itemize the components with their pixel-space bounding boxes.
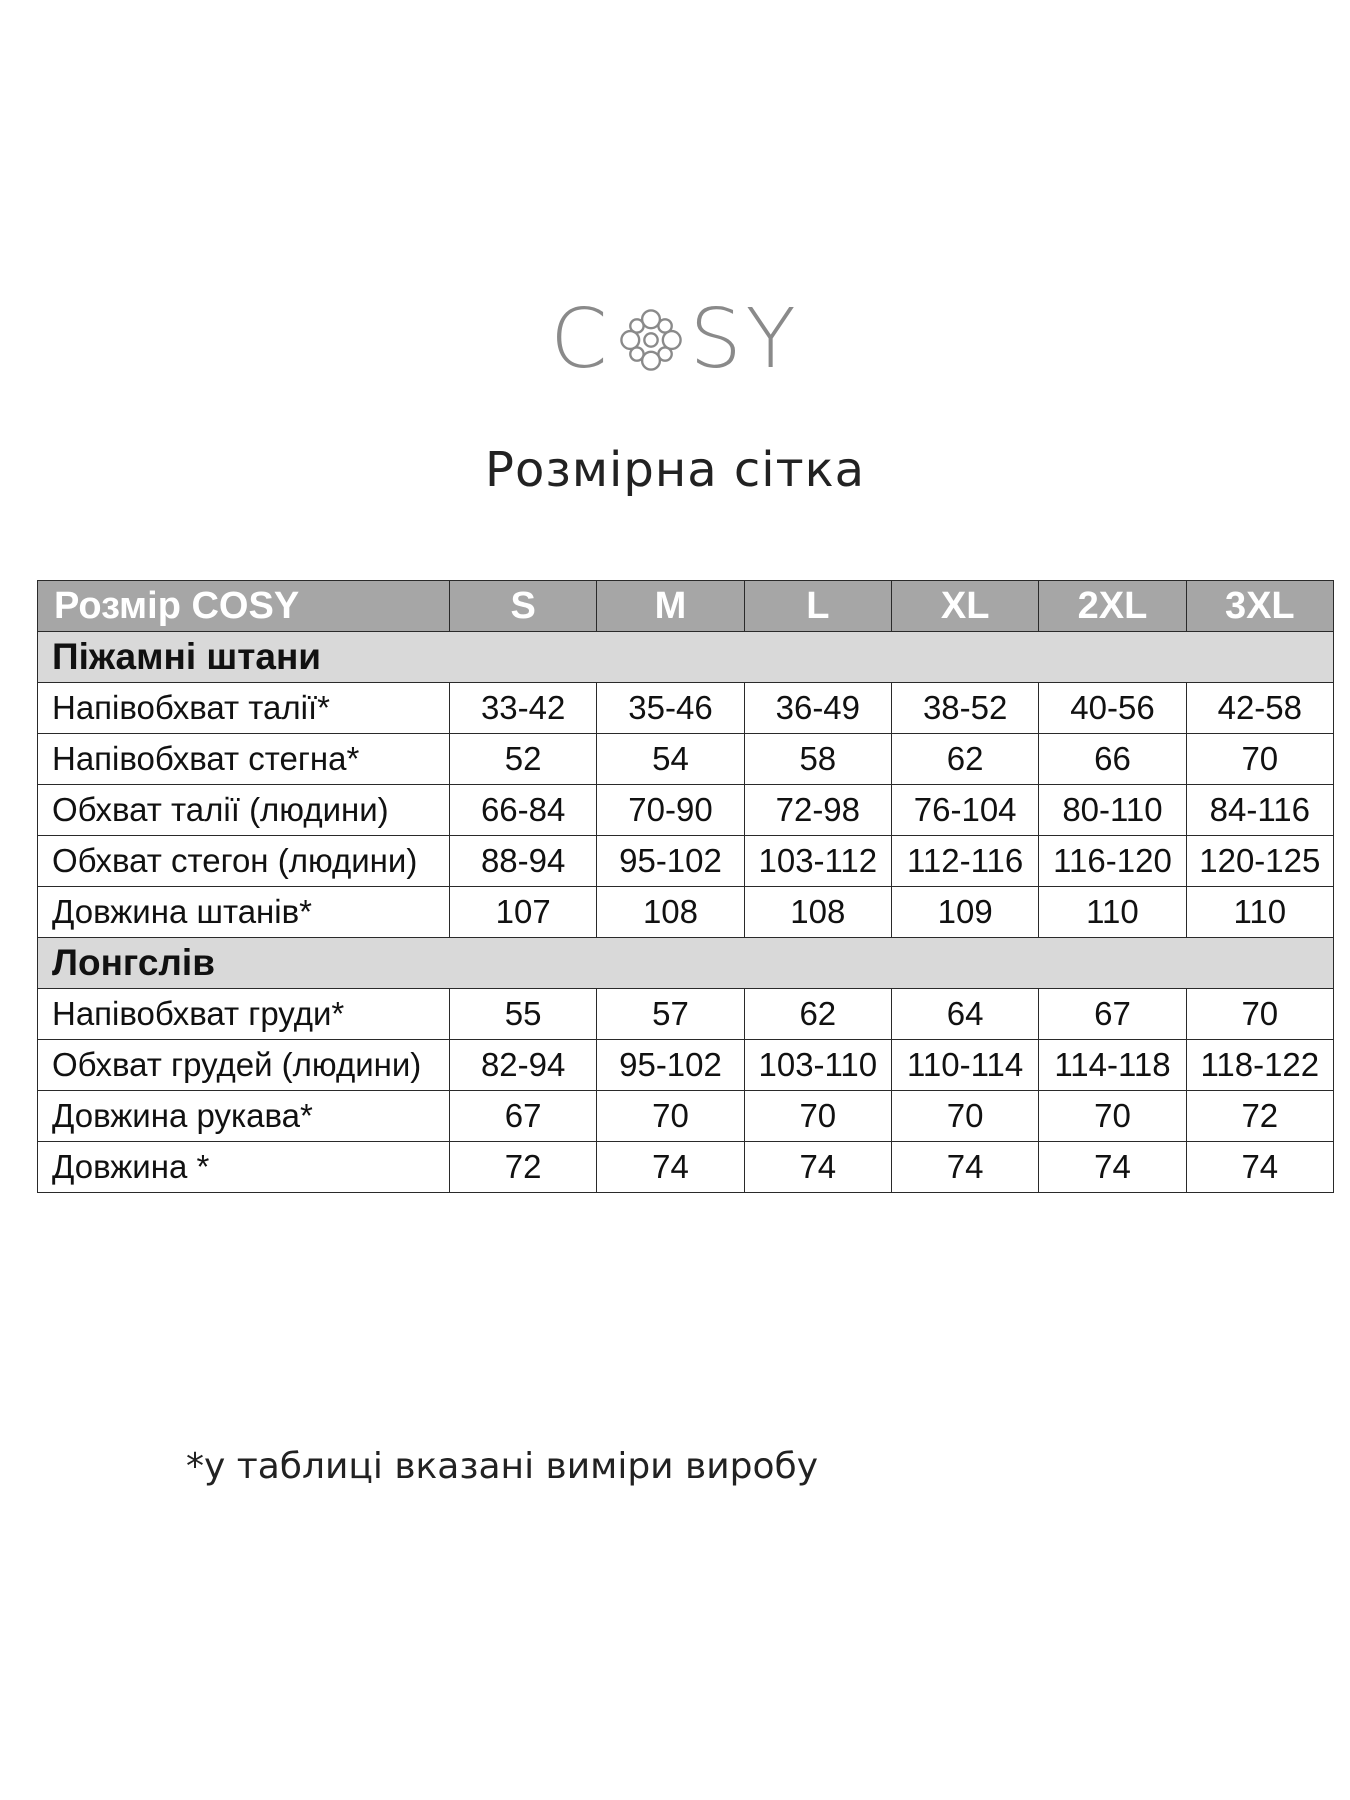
- section-row: [38, 938, 1334, 989]
- table-cell: 70: [597, 1091, 744, 1142]
- row-label: Обхват стегон (людини): [38, 836, 450, 887]
- table-cell: 62: [744, 989, 891, 1040]
- table-cell: 108: [744, 887, 891, 938]
- table-cell: 74: [744, 1142, 891, 1193]
- table-cell: 84-116: [1186, 785, 1333, 836]
- row-label: Довжина рукава*: [38, 1091, 450, 1142]
- table-cell: 40-56: [1039, 683, 1186, 734]
- size-header: 3XL: [1186, 581, 1333, 632]
- table-cell: 116-120: [1039, 836, 1186, 887]
- table-cell: 58: [744, 734, 891, 785]
- table-body: [38, 632, 1334, 1193]
- table-cell: 72: [1186, 1091, 1333, 1142]
- brand-logo: [0, 290, 1350, 385]
- row-label: Обхват грудей (людини): [38, 1040, 450, 1091]
- table-cell: 70: [891, 1091, 1038, 1142]
- table-cell: 72: [450, 1142, 597, 1193]
- row-label: Довжина *: [38, 1142, 450, 1193]
- table-cell: 118-122: [1186, 1040, 1333, 1091]
- size-header: 2XL: [1039, 581, 1186, 632]
- table-cell: 110: [1186, 887, 1333, 938]
- row-label: Напівобхват стегна*: [38, 734, 450, 785]
- table-cell: 110-114: [891, 1040, 1038, 1091]
- size-header: S: [450, 581, 597, 632]
- table-cell: 103-112: [744, 836, 891, 887]
- table-cell: 120-125: [1186, 836, 1333, 887]
- table-cell: 74: [891, 1142, 1038, 1193]
- table-cell: 95-102: [597, 1040, 744, 1091]
- table-cell: 103-110: [744, 1040, 891, 1091]
- footnote: *у таблиці вказані виміри виробу: [186, 1446, 819, 1487]
- row-label: Напівобхват груди*: [38, 989, 450, 1040]
- table-row: [38, 683, 1334, 734]
- table-cell: 38-52: [891, 683, 1038, 734]
- table-cell: 108: [597, 887, 744, 938]
- table-header-row: [38, 581, 1334, 632]
- table-cell: 112-116: [891, 836, 1038, 887]
- table-cell: 74: [1039, 1142, 1186, 1193]
- size-table: [37, 580, 1334, 1193]
- table-cell: 82-94: [450, 1040, 597, 1091]
- table-row: [38, 734, 1334, 785]
- header-label: Розмір COSY: [38, 581, 450, 632]
- table-cell: 76-104: [891, 785, 1038, 836]
- section-title: Лонгслів: [38, 938, 1334, 989]
- size-header: XL: [891, 581, 1038, 632]
- table-row: [38, 1091, 1334, 1142]
- table-cell: 110: [1039, 887, 1186, 938]
- table-cell: 80-110: [1039, 785, 1186, 836]
- table-cell: 35-46: [597, 683, 744, 734]
- table-cell: 36-49: [744, 683, 891, 734]
- table-cell: 88-94: [450, 836, 597, 887]
- table-cell: 66: [1039, 734, 1186, 785]
- table-cell: 70-90: [597, 785, 744, 836]
- row-label: Напівобхват талії*: [38, 683, 450, 734]
- table-cell: 64: [891, 989, 1038, 1040]
- table-cell: 74: [597, 1142, 744, 1193]
- table-cell: 72-98: [744, 785, 891, 836]
- page-title: Розмірна сітка: [485, 442, 865, 498]
- row-label: Обхват талії (людини): [38, 785, 450, 836]
- table-cell: 107: [450, 887, 597, 938]
- section-title: Піжамні штани: [38, 632, 1334, 683]
- logo-text-right: SY: [689, 291, 800, 387]
- size-header: L: [744, 581, 891, 632]
- row-label: Довжина штанів*: [38, 887, 450, 938]
- table-cell: 55: [450, 989, 597, 1040]
- table-cell: 66-84: [450, 785, 597, 836]
- table-cell: 70: [1039, 1091, 1186, 1142]
- table-cell: 70: [1186, 734, 1333, 785]
- table-row: [38, 989, 1334, 1040]
- table-cell: 109: [891, 887, 1038, 938]
- table-row: [38, 887, 1334, 938]
- table-cell: 33-42: [450, 683, 597, 734]
- table-row: [38, 836, 1334, 887]
- table-cell: 62: [891, 734, 1038, 785]
- table-row: [38, 785, 1334, 836]
- size-header: M: [597, 581, 744, 632]
- logo-text-left: C: [550, 291, 612, 387]
- table-cell: 52: [450, 734, 597, 785]
- table-cell: 57: [597, 989, 744, 1040]
- table-cell: 67: [1039, 989, 1186, 1040]
- table-cell: 74: [1186, 1142, 1333, 1193]
- section-row: [38, 632, 1334, 683]
- table-row: [38, 1040, 1334, 1091]
- flower-logo-icon: [614, 303, 688, 377]
- table-cell: 70: [1186, 989, 1333, 1040]
- table-row: [38, 1142, 1334, 1193]
- table-cell: 42-58: [1186, 683, 1333, 734]
- table-cell: 54: [597, 734, 744, 785]
- table-cell: 67: [450, 1091, 597, 1142]
- table-cell: 95-102: [597, 836, 744, 887]
- table-cell: 70: [744, 1091, 891, 1142]
- table-cell: 114-118: [1039, 1040, 1186, 1091]
